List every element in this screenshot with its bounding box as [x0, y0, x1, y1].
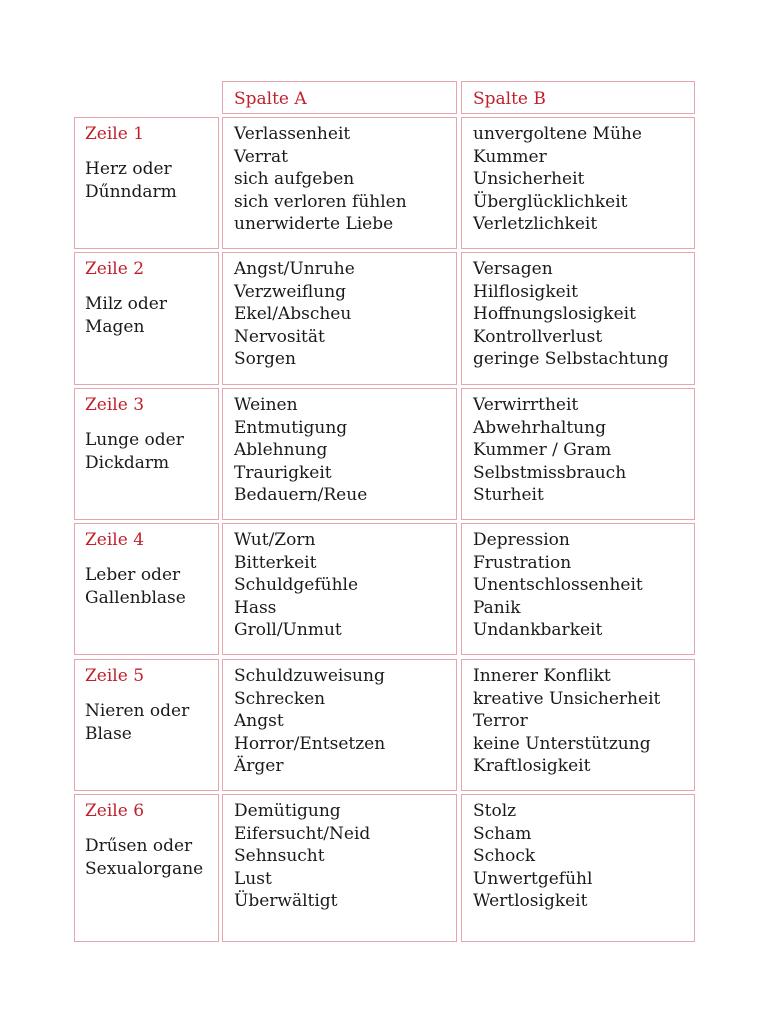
- list-item: Scham: [473, 823, 532, 844]
- list-item: Hilflosigkeit: [473, 281, 578, 302]
- list-item: Sorgen: [234, 349, 296, 370]
- column-a-cell: [222, 117, 457, 249]
- column-a-cell: [222, 252, 457, 385]
- list-item: Stolz: [473, 801, 517, 821]
- list-item: Selbstmissbrauch: [473, 462, 627, 483]
- column-b-cell: [461, 794, 695, 942]
- column-a-header-label: Spalte A: [234, 89, 307, 109]
- list-item: Verletzlichkeit: [473, 214, 598, 235]
- list-item: Schock: [473, 846, 536, 867]
- list-item: keine Unterstützung: [473, 733, 651, 754]
- list-item: Weinen: [234, 395, 298, 415]
- row-label-cell: [74, 523, 219, 655]
- column-b-cell: [461, 252, 695, 385]
- list-item: Eifersucht/Neid: [234, 823, 371, 844]
- list-item: Bedauern/Reue: [234, 485, 368, 506]
- list-item: Unwertgefühl: [473, 868, 593, 889]
- list-item: Horror/Entsetzen: [234, 733, 386, 754]
- list-item: Entmutigung: [234, 417, 348, 438]
- organ-label: Sexualorgane: [85, 858, 204, 879]
- emotion-list: [223, 660, 456, 778]
- organ-label: Dickdarm: [85, 452, 170, 473]
- emotion-list: [462, 389, 694, 507]
- list-item: unerwiderte Liebe: [234, 214, 394, 235]
- emotion-list: [462, 524, 694, 642]
- list-item: Kummer / Gram: [473, 440, 612, 461]
- list-item: Ekel/Abscheu: [234, 304, 352, 325]
- row-label-cell: [74, 117, 219, 249]
- list-item: Verwirrtheit: [473, 395, 579, 415]
- list-item: Versagen: [473, 259, 553, 279]
- list-item: Angst/Unruhe: [234, 259, 355, 279]
- column-b-header-label: Spalte B: [473, 89, 546, 109]
- list-item: Sehnsucht: [234, 846, 325, 867]
- column-a-cell: [222, 523, 457, 655]
- emotion-list: [223, 118, 456, 236]
- list-item: Wut/Zorn: [234, 530, 316, 550]
- emotion-list: [223, 795, 456, 913]
- list-item: Hoffnungslosigkeit: [473, 304, 636, 325]
- organ-label: Nieren oder: [85, 701, 190, 721]
- column-b-cell: [461, 117, 695, 249]
- list-item: Demütigung: [234, 801, 341, 821]
- row-label-cell: [74, 794, 219, 942]
- list-item: Verlassenheit: [234, 124, 351, 144]
- list-item: sich aufgeben: [234, 169, 355, 190]
- organ-label: Gallenblase: [85, 587, 186, 608]
- column-b-cell: [461, 523, 695, 655]
- list-item: Undankbarkeit: [473, 620, 603, 641]
- emotion-list: [462, 795, 694, 913]
- row-label-cell: [74, 252, 219, 385]
- organ-label: Milz oder: [85, 294, 167, 314]
- list-item: unvergoltene Mühe: [473, 124, 642, 144]
- organ-label: Drűsen oder: [85, 836, 193, 856]
- emotion-list: [223, 389, 456, 507]
- list-item: kreative Unsicherheit: [473, 688, 661, 709]
- organ-label: Leber oder: [85, 565, 181, 585]
- list-item: Innerer Konflikt: [473, 666, 611, 686]
- row-title: Zeile 5: [85, 666, 145, 686]
- list-item: Terror: [473, 711, 528, 732]
- list-item: Bitterkeit: [234, 552, 317, 573]
- row-title: Zeile 4: [85, 530, 145, 550]
- emotion-list: [462, 253, 694, 371]
- column-a-cell: [222, 659, 457, 791]
- column-b-header: [461, 81, 695, 114]
- row-title: Zeile 6: [85, 801, 145, 821]
- row-title: Zeile 1: [85, 124, 145, 144]
- list-item: Hass: [234, 597, 277, 618]
- list-item: Panik: [473, 597, 521, 618]
- row-title: Zeile 3: [85, 395, 145, 415]
- list-item: Nervosität: [234, 326, 325, 347]
- list-item: Schrecken: [234, 688, 326, 709]
- list-item: Lust: [234, 868, 272, 889]
- list-item: Verrat: [234, 146, 288, 167]
- list-item: Sturheit: [473, 485, 544, 506]
- column-b-cell: [461, 659, 695, 791]
- list-item: Kraftlosigkeit: [473, 756, 591, 777]
- list-item: Verzweiflung: [234, 281, 347, 302]
- list-item: Wertlosigkeit: [473, 891, 588, 912]
- organ-label: Herz oder: [85, 159, 172, 179]
- list-item: Überwältigt: [234, 891, 338, 912]
- list-item: sich verloren fühlen: [234, 191, 407, 212]
- organ-label: Magen: [85, 316, 145, 337]
- list-item: Ärger: [234, 756, 284, 777]
- column-b-cell: [461, 388, 695, 520]
- list-item: Traurigkeit: [234, 462, 332, 483]
- organ-label: Dűnndarm: [85, 181, 177, 202]
- row-label-cell: [74, 388, 219, 520]
- list-item: Schuldgefühle: [234, 575, 359, 596]
- list-item: Unentschlossenheit: [473, 575, 643, 596]
- column-a-header: [222, 81, 457, 114]
- organ-label: Lunge oder: [85, 430, 184, 450]
- list-item: Frustration: [473, 552, 572, 573]
- list-item: geringe Selbstachtung: [473, 349, 669, 370]
- list-item: Ablehnung: [234, 440, 328, 461]
- list-item: Überglücklichkeit: [473, 191, 628, 212]
- list-item: Kontrollverlust: [473, 326, 603, 347]
- list-item: Angst: [234, 711, 284, 732]
- list-item: Depression: [473, 530, 570, 550]
- emotion-list: [223, 253, 456, 371]
- list-item: Kummer: [473, 146, 547, 167]
- list-item: Abwehrhaltung: [473, 417, 606, 438]
- emotion-list: [223, 524, 456, 642]
- row-label-cell: [74, 659, 219, 791]
- list-item: Unsicherheit: [473, 169, 585, 190]
- list-item: Groll/Unmut: [234, 620, 342, 641]
- organ-label: Blase: [85, 723, 132, 744]
- emotion-list: [462, 118, 694, 236]
- row-title: Zeile 2: [85, 259, 145, 279]
- column-a-cell: [222, 794, 457, 942]
- emotion-list: [462, 660, 694, 778]
- column-a-cell: [222, 388, 457, 520]
- list-item: Schuldzuweisung: [234, 666, 385, 686]
